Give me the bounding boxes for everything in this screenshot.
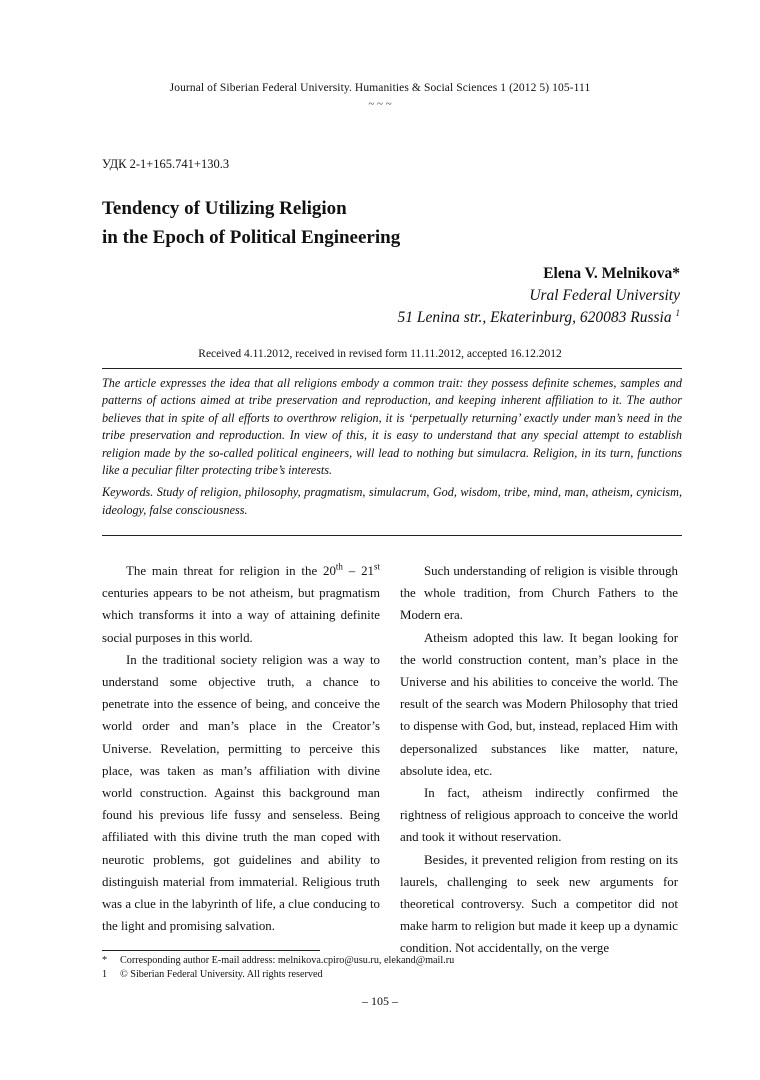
abstract-text: The article expresses the idea that all religions embody a common trait: they possess definite schemes, samples and patterns of actions aimed at tribe preservation and reproduction, and keeping inherent affiliation to it. The author believes that in spite of all efforts to overthrow religion, it is ‘perpetually returning’ exactly under man’s need in the tribe preservation and reproduction. In view of this, it is easy to understand that any special attempt to establish religion made by the so-called political engineers, will lead to nothing but simulacra. Religion, in its turn, functions like a peculiar filter protecting tribe’s interests. xyxy=(102,376,682,478)
body-paragraph: Atheism adopted this law. It began looking for the world construction content, man’s place in the Universe and his abilities to conceive the world. The result of the search was Modern Philosophy that tried to dispense with God, but, instead, replaced Him with depersonalized substances like matter, nature, absolute idea, etc. xyxy=(400,630,678,778)
body-paragraph xyxy=(102,560,380,649)
page-number: – 105 – xyxy=(362,994,398,1008)
body-column-right xyxy=(400,560,678,960)
author-address xyxy=(397,307,680,329)
body-paragraph: Besides, it prevented religion from resting on its laurels, challenging to seek new arguments for theoretical controversy. Such a competitor did not make harm to religion but made it keep up a dynamic condition. Not accidentally, on the verge xyxy=(400,852,678,956)
abstract xyxy=(102,375,682,519)
footnote xyxy=(102,968,682,982)
text-run: The main threat for religion in the 20 xyxy=(126,564,336,578)
keywords: Keywords. Study of religion, philosophy, pragmatism, simulacrum, God, wisdom, tribe, mind, man, atheism, cynicism, ideology, false consciousness. xyxy=(102,485,682,517)
paper-title xyxy=(102,194,662,252)
body-paragraph: Such understanding of religion is visible through the whole tradition, from Church Fathers to the Modern era. xyxy=(400,564,678,623)
footnote-mark: 1 xyxy=(102,968,108,980)
author-university: Ural Federal University xyxy=(529,287,680,304)
udk-code: УДК 2-1+165.741+130.3 xyxy=(102,157,230,171)
footnote-mark: * xyxy=(102,955,108,966)
footnotes xyxy=(102,954,682,981)
footnote-text: Corresponding author E-mail address: melnikova.cpiro@usu.ru, elekand@mail.ru xyxy=(120,955,455,966)
address-footnote-mark: 1 xyxy=(675,307,680,318)
footnote-text: © Siberian Federal University. All rights reserved xyxy=(120,968,323,980)
body-paragraph: In fact, atheism indirectly confirmed the rightness of religious approach to conceive the world and took it without reservation. xyxy=(400,786,678,845)
abstract-top-rule xyxy=(102,368,682,369)
text-run: centuries appears to be not atheism, but pragmatism which transforms it into a way of attaining definite social purposes in this world. xyxy=(102,586,380,645)
title-line-1: Tendency of Utilizing Religion xyxy=(102,198,347,219)
text-run: – 21 xyxy=(342,564,374,578)
body-paragraph: In the traditional society religion was a way to understand some objective truth, a chance to penetrate into the essence of being, and conceive the world order and man’s place in the Creator’s Universe. Revelation, permitting to perceive this place, was taken as man’s affiliation with divine world construction. Against this background man found his previous life fussy and senseless. Being affiliated with this divine truth the man coped with neurotic problems, got guidelines and ability to distinguish material from immaterial. Religious truth was a clue in the labyrinth of life, a clue conducing to the light and promising salvation. xyxy=(102,652,380,934)
title-line-2: in the Epoch of Political Engineering xyxy=(102,227,401,248)
ordinal-suffix: th xyxy=(335,561,343,572)
journal-header: Journal of Siberian Federal University. Humanities & Social Sciences 1 (2012 5) 105-111 xyxy=(169,82,591,94)
author-address-text: 51 Lenina str., Ekaterinburg, 620083 Russia xyxy=(397,309,672,326)
author-name: Elena V. Melnikova* xyxy=(543,265,680,282)
abstract-bottom-rule xyxy=(102,535,682,536)
received-dates: Received 4.11.2012, received in revised form 11.11.2012, accepted 16.12.2012 xyxy=(198,348,562,360)
footnote xyxy=(102,954,682,968)
author-block xyxy=(397,263,680,329)
body-column-left xyxy=(102,560,380,937)
footnote-rule xyxy=(102,950,320,951)
header-ornament: ~ ~ ~ xyxy=(368,98,392,110)
ordinal-suffix: st xyxy=(373,561,380,572)
